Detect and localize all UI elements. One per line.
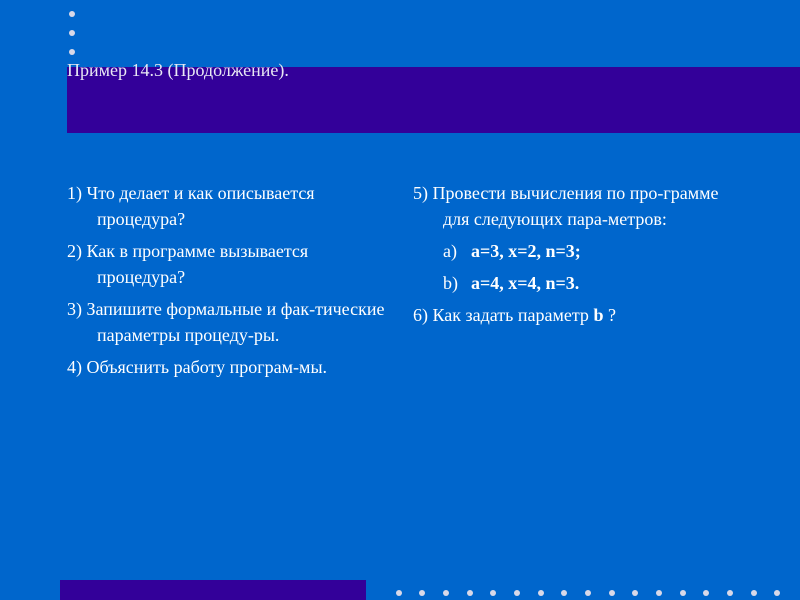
decor-dot xyxy=(396,590,402,596)
decor-dot xyxy=(774,590,780,596)
list-item: 2) Как в программе вызывается xyxy=(67,241,309,261)
decor-dot xyxy=(727,590,733,596)
slide-title: Пример 14.3 (Продолжение). xyxy=(67,60,289,80)
decor-dot xyxy=(443,590,449,596)
decor-dot xyxy=(585,590,591,596)
bottom-bar xyxy=(60,580,366,600)
list-item: 5) Провести вычисления по про-грамме для следующих пара-метров: xyxy=(413,183,719,229)
decor-dot xyxy=(69,30,75,36)
decor-dot xyxy=(609,590,615,596)
list-item: 6) Как задать параметр b ? xyxy=(413,305,616,325)
list-item: 3) Запишите формальные и фак-тические параметры процеду-ры. xyxy=(67,299,385,345)
decor-dot xyxy=(69,49,75,55)
decor-dot xyxy=(680,590,686,596)
decor-dot xyxy=(514,590,520,596)
left-column xyxy=(67,180,387,386)
decor-dot xyxy=(490,590,496,596)
decor-dot xyxy=(632,590,638,596)
param-name: b xyxy=(593,305,604,325)
decor-dot xyxy=(419,590,425,596)
sub-item: b) a=4, x=4, n=3. xyxy=(443,273,580,293)
sub-item: a) a=3, x=2, n=3; xyxy=(443,241,581,261)
right-column xyxy=(413,180,743,334)
decor-dot xyxy=(751,590,757,596)
list-item: 1) Что делает и как описывается процедура? xyxy=(67,183,315,229)
decor-dot xyxy=(538,590,544,596)
decor-dot xyxy=(69,11,75,17)
list-item: 4) Объяснить работу програм-мы. xyxy=(67,357,328,377)
decor-dot xyxy=(561,590,567,596)
decor-dot xyxy=(467,590,473,596)
list-item-continuation: процедура? xyxy=(97,267,186,287)
decor-dot xyxy=(656,590,662,596)
decor-dot xyxy=(703,590,709,596)
